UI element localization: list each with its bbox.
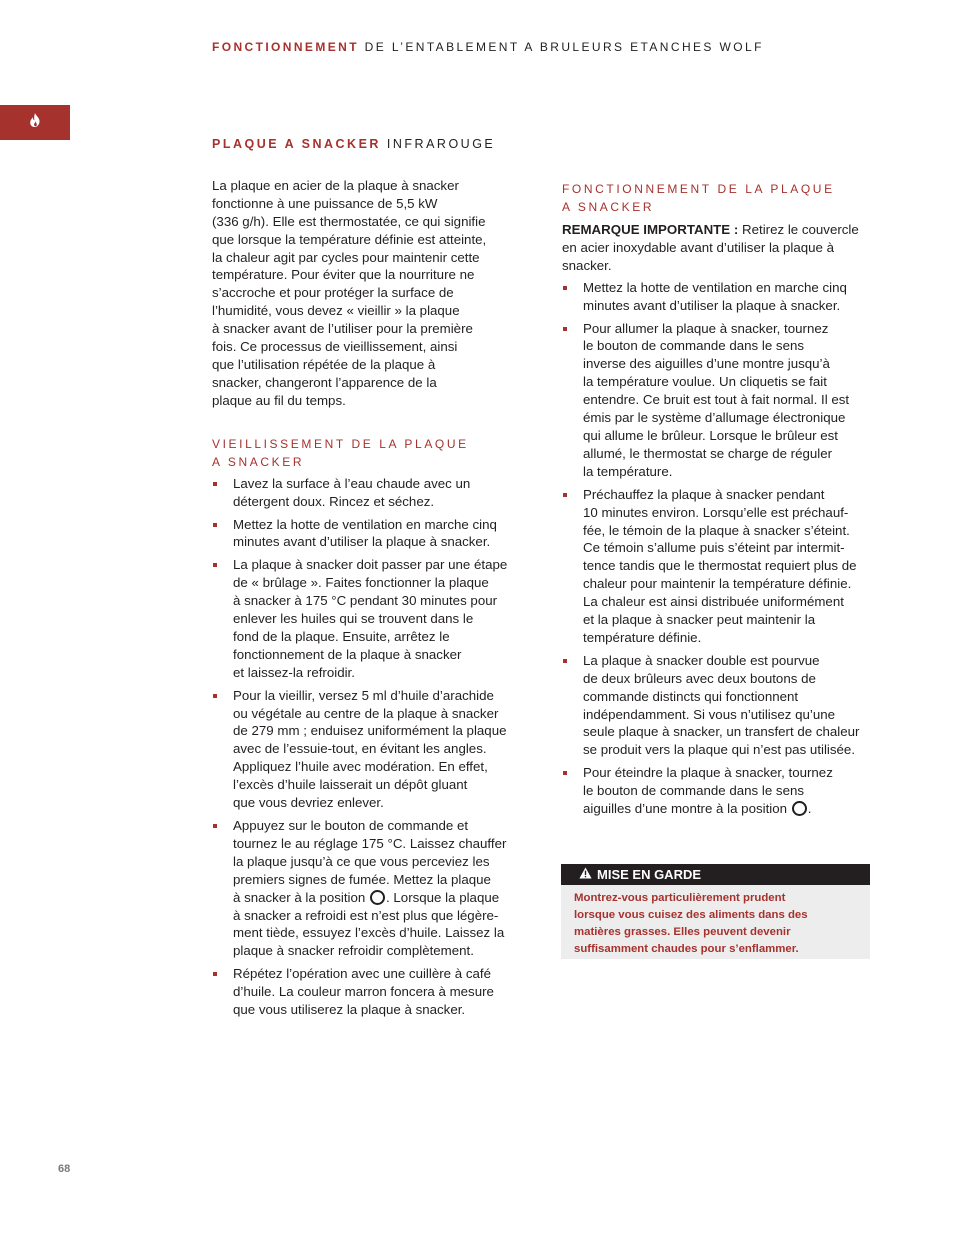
intro-line: plaque au fil du temps. (212, 392, 346, 408)
warning-box (561, 864, 870, 959)
intro-line: La plaque en acier de la plaque à snacker (212, 177, 459, 193)
intro-line: fonctionne à une puissance de 5,5 kW (212, 195, 438, 211)
list-item: Lavez la surface à l’eau chaude avec un détergent doux. Rincez et séchez. (212, 475, 532, 511)
operation-list (562, 279, 884, 818)
section-tab (0, 105, 70, 140)
off-position-icon (792, 801, 807, 816)
list-item: Pour éteindre la plaque à snacker, tournez le bouton de commande dans le sens aiguilles d’une montre à la position . (562, 764, 884, 818)
warning-header (561, 864, 870, 885)
intro-line: snacker, changeront l’apparence de la (212, 374, 437, 390)
warning-triangle-icon (579, 867, 592, 882)
warning-title: MISE EN GARDE (597, 867, 702, 882)
section-title-rest: INFRAROUGE (380, 137, 496, 151)
section-title (212, 136, 532, 154)
intro-line: que lorsque la température définie est atteinte, (212, 231, 487, 247)
header-rest: DE L’ENTABLEMENT A BRULEURS ETANCHES WOLF (358, 40, 764, 54)
flame-icon (29, 113, 41, 132)
page-number: 68 (58, 1163, 71, 1175)
seasoning-title: VIEILLISSEMENT DE LA PLAQUE A SNACKER (212, 436, 469, 469)
list-item: La plaque à snacker double est pourvue de deux brûleurs avec deux boutons de commande distincts qui fonctionnent indépendamment. Si vous n’utilisez qu’une seule plaque à snacker, un transfert de chaleur se produit vers la plaque qui n’est pas utilisée. (562, 652, 884, 759)
section-title-bold: PLAQUE A SNACKER (212, 137, 381, 151)
operation-title: FONCTIONNEMENT DE LA PLAQUE A SNACKER (562, 182, 835, 214)
intro-paragraph (212, 177, 532, 410)
off-position-icon (370, 890, 385, 905)
list-item: Préchauffez la plaque à snacker pendant 10 minutes environ. Lorsqu’elle est préchauf- fée, le témoin de la plaque à snacker s’éteint. Ce témoin s’allume puis s’éteint par intermit- tence tandis que le thermostat requiert plus de chaleur pour maintenir la température définie. La chaleur est ainsi distribuée uniformément et la plaque à snacker peut maintenir la température définie. (562, 486, 884, 647)
left-column (212, 136, 532, 1024)
seasoning-list (212, 475, 532, 1019)
intro-line: température. Pour éviter que la nourriture ne (212, 267, 475, 283)
intro-line: la chaleur agit par cycles pour maintenir cette (212, 249, 480, 265)
important-note: REMARQUE IMPORTANTE : Retirez le couvercle en acier inoxydable avant d’utiliser la plaque à snacker. (562, 222, 859, 273)
running-header (212, 40, 764, 54)
intro-line: que l’utilisation répétée de la plaque à (212, 356, 436, 372)
list-item: La plaque à snacker doit passer par une étape de « brûlage ». Faites fonctionner la plaque à snacker à 175 °C pendant 30 minutes pour enlever les huiles qui se trouvent dans le fond de la plaque. Ensuite, arrêtez le fonctionnement de la plaque à snacker et laissez-la refroidir. (212, 556, 532, 681)
intro-line: fois. Ce processus de vieillissement, ainsi (212, 339, 458, 355)
intro-line: l’humidité, vous devez « vieillir » la plaque (212, 303, 460, 319)
note-label: REMARQUE IMPORTANTE : (562, 222, 739, 237)
warning-text: Montrez-vous particulièrement prudent lorsque vous cuisez des aliments dans des matières grasses. Elles peuvent devenir suffisamment chaudes pour s’enflammer. (574, 892, 808, 955)
header-bold: FONCTIONNEMENT (212, 40, 359, 54)
intro-line: à snacker avant de l’utiliser pour la première (212, 321, 473, 337)
list-item: Mettez la hotte de ventilation en marche cinq minutes avant d’utiliser la plaque à snacker. (562, 279, 884, 315)
list-item: Mettez la hotte de ventilation en marche cinq minutes avant d’utiliser la plaque à snacker. (212, 516, 532, 552)
list-item: Pour allumer la plaque à snacker, tournez le bouton de commande dans le sens inverse des aiguilles d’une montre jusqu’à la température voulue. Un cliquetis se fait entendre. Ce bruit est tout à fait normal. Il est émis par le système d’allumage électronique qui allume le brûleur. Lorsque le brûleur est allumé, le thermostat se charge de réguler la température. (562, 320, 884, 481)
intro-line: (336 g/h). Elle est thermostatée, ce qui signifie (212, 213, 486, 229)
intro-line: s’accroche et pour protéger la surface de (212, 285, 454, 301)
list-item: Appuyez sur le bouton de commande et tournez le au réglage 175 °C. Laissez chauffer la plaque jusqu’à ce que vous perceviez les premiers signes de fumée. Mettez la plaque à snacker à la position . Lorsque la plaque à snacker a refroidi est n’est plus que légère- ment tiède, essuyez l’excès d’huile. Laissez la plaque à snacker refroidir complètement. (212, 817, 532, 960)
list-item: Pour la vieillir, versez 5 ml d’huile d’arachide ou végétale au centre de la plaque à snacker de 279 mm ; enduisez uniformément la plaque avec de l’essuie-tout, en évitant les angles. Appliquez l’huile avec modération. En effet, l’excès d’huile laisserait un dépôt gluant que vous devriez enlever. (212, 687, 532, 812)
list-item: Répétez l’opération avec une cuillère à café d’huile. La couleur marron foncera à mesure que vous utiliserez la plaque à snacker. (212, 965, 532, 1019)
right-column (562, 180, 884, 823)
